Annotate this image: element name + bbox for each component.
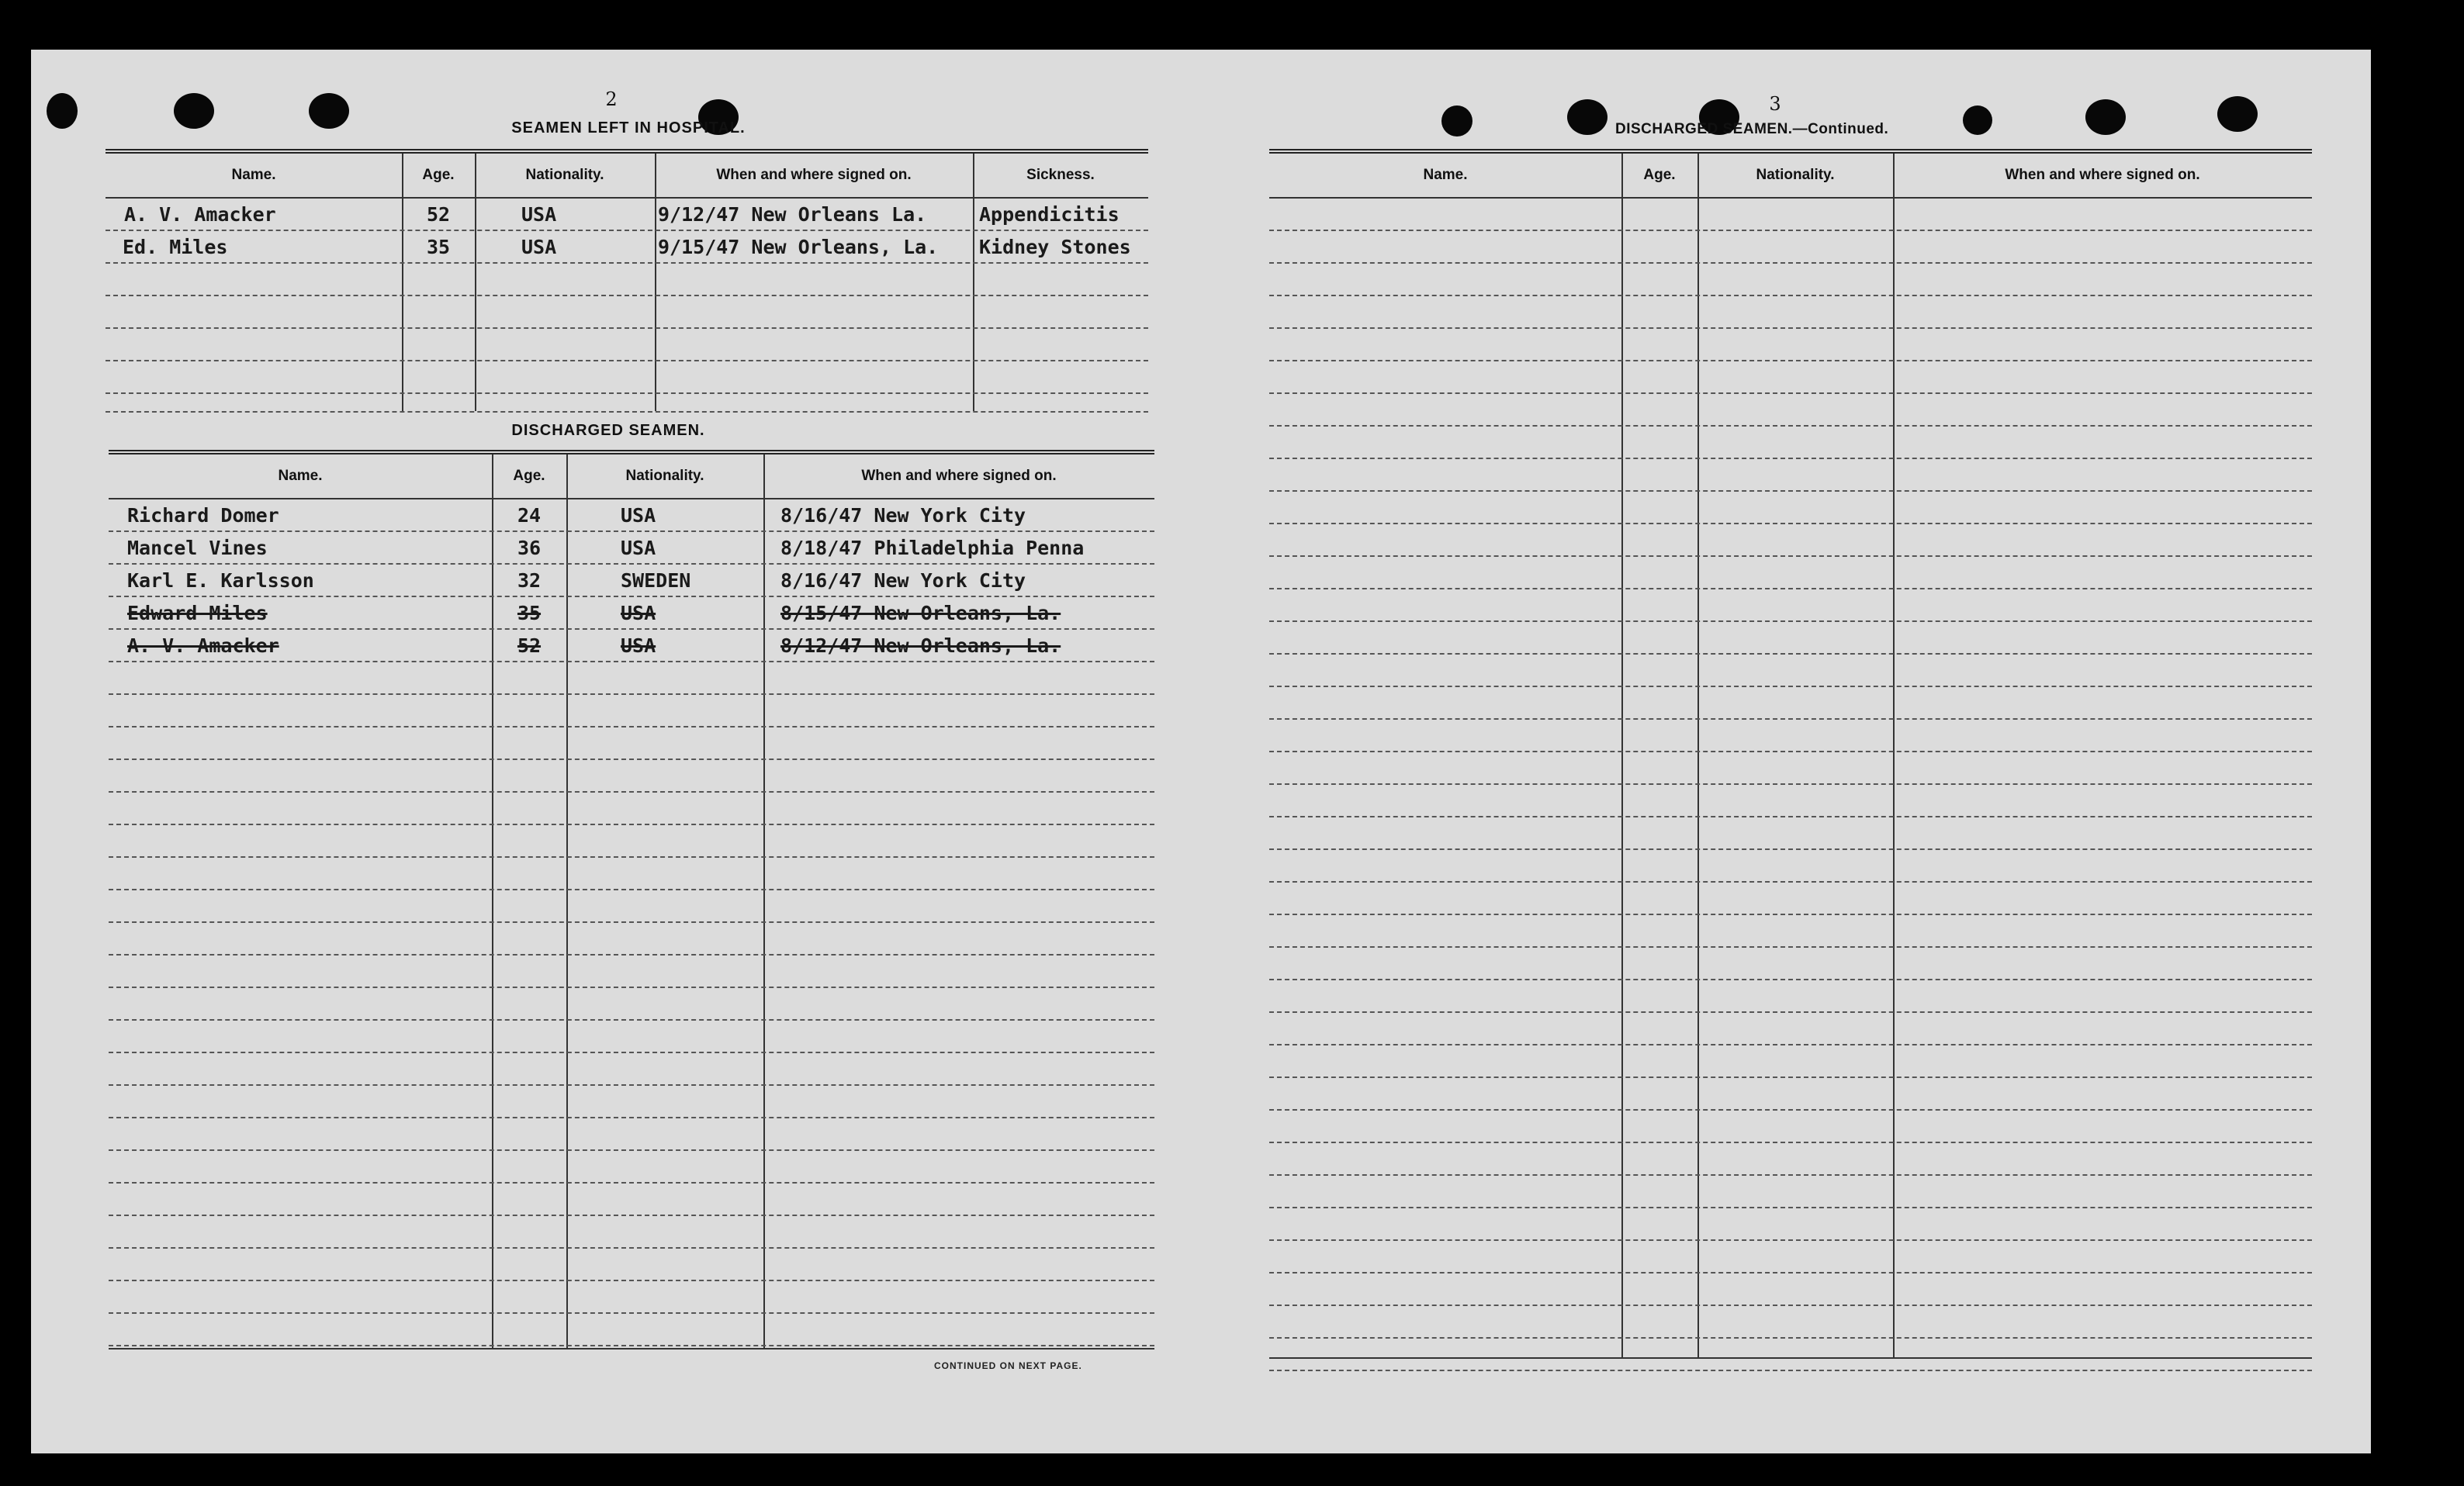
table-row xyxy=(1269,264,2312,296)
table-row xyxy=(106,199,1148,231)
header-nationality: Nationality. xyxy=(625,468,704,484)
table-row xyxy=(1269,655,2312,687)
seaman-signed-on: 8/15/47 New Orleans, La. xyxy=(780,602,1061,624)
table-row xyxy=(1269,394,2312,427)
table-row xyxy=(1269,752,2312,785)
table-row xyxy=(1269,622,2312,655)
seaman-name: Ed. Miles xyxy=(123,236,228,258)
seaman-name: Richard Domer xyxy=(127,504,279,527)
seaman-name: Karl E. Karlsson xyxy=(127,569,314,592)
table-row xyxy=(1269,1078,2312,1111)
table-row xyxy=(109,793,1154,825)
table-row xyxy=(1269,1176,2312,1208)
seaman-age: 52 xyxy=(426,203,451,226)
table-row xyxy=(109,1151,1154,1184)
table-row xyxy=(1269,948,2312,980)
table-row xyxy=(109,956,1154,988)
punch-hole xyxy=(2085,99,2126,135)
table-row xyxy=(1269,1306,2312,1339)
table-row xyxy=(1269,296,2312,329)
table-row xyxy=(109,565,1154,597)
table-row xyxy=(1269,231,2312,264)
punch-hole xyxy=(2217,96,2258,132)
table-row xyxy=(1269,883,2312,915)
seaman-name: Edward Miles xyxy=(127,602,268,624)
table-row xyxy=(106,329,1148,361)
table-row xyxy=(106,264,1148,296)
seaman-age: 24 xyxy=(517,504,542,527)
seaman-name: Mancel Vines xyxy=(127,537,268,559)
table-row xyxy=(1269,459,2312,492)
table-row xyxy=(109,923,1154,956)
seaman-signed-on: 9/12/47 New Orleans La. xyxy=(658,203,927,226)
table-row xyxy=(109,858,1154,890)
punch-hole xyxy=(1441,105,1473,137)
table-row xyxy=(109,695,1154,727)
table-row xyxy=(109,890,1154,923)
seaman-age: 36 xyxy=(517,537,542,559)
punch-hole xyxy=(309,93,349,129)
table-row xyxy=(109,597,1154,630)
hospital-rows xyxy=(106,199,1148,427)
table-row xyxy=(109,1021,1154,1053)
seaman-nationality: USA xyxy=(521,203,557,226)
table-row xyxy=(1269,427,2312,459)
table-row xyxy=(109,1053,1154,1086)
seaman-nationality: USA xyxy=(621,504,656,527)
header-name: Name. xyxy=(231,167,276,183)
table-row xyxy=(1269,1339,2312,1371)
table-row xyxy=(1269,199,2312,231)
table-row xyxy=(1269,589,2312,622)
header-signed-on: When and where signed on. xyxy=(716,167,912,183)
punch-hole xyxy=(174,93,214,129)
hospital-table-header xyxy=(106,154,1148,199)
header-age: Age. xyxy=(513,468,545,484)
continued-rows xyxy=(1269,199,2312,1371)
table-row xyxy=(1269,1208,2312,1241)
table-row xyxy=(109,1086,1154,1118)
header-signed-on: When and where signed on. xyxy=(2005,167,2200,183)
seaman-nationality: USA xyxy=(521,236,557,258)
continued-table-header xyxy=(1269,154,2312,199)
continued-footer: CONTINUED ON NEXT PAGE. xyxy=(934,1360,1082,1371)
document-sheet xyxy=(31,50,2371,1453)
table-row xyxy=(109,1216,1154,1249)
table-row xyxy=(106,231,1148,264)
header-signed-on: When and where signed on. xyxy=(861,468,1057,484)
seaman-age: 35 xyxy=(517,602,542,624)
header-sickness: Sickness. xyxy=(1026,167,1095,183)
table-row xyxy=(1269,1111,2312,1143)
seaman-signed-on: 9/15/47 New Orleans, La. xyxy=(658,236,939,258)
table-row xyxy=(109,1249,1154,1281)
table-row xyxy=(1269,1045,2312,1078)
table-row xyxy=(1269,1013,2312,1045)
seaman-signed-on: 8/16/47 New York City xyxy=(780,504,1026,527)
hospital-table xyxy=(106,149,1148,413)
discharged-table-header xyxy=(109,454,1154,499)
seaman-age: 32 xyxy=(517,569,542,592)
table-row xyxy=(109,532,1154,565)
table-row xyxy=(1269,687,2312,720)
table-row xyxy=(106,296,1148,329)
table-row xyxy=(1269,1273,2312,1306)
left-page-number: 2 xyxy=(605,88,618,110)
discharged-table xyxy=(109,450,1154,1349)
table-row xyxy=(109,499,1154,532)
table-row xyxy=(106,361,1148,394)
seaman-nationality: SWEDEN xyxy=(621,569,691,592)
table-row xyxy=(1269,720,2312,752)
table-row xyxy=(1269,1241,2312,1273)
table-row xyxy=(109,662,1154,695)
punch-hole xyxy=(1567,99,1607,135)
table-row xyxy=(1269,850,2312,883)
table-row xyxy=(1269,915,2312,948)
table-row xyxy=(109,1184,1154,1216)
seaman-age: 35 xyxy=(426,236,451,258)
table-row xyxy=(1269,557,2312,589)
table-row xyxy=(1269,361,2312,394)
header-name: Name. xyxy=(278,468,323,484)
table-row xyxy=(109,1118,1154,1151)
header-age: Age. xyxy=(1643,167,1676,183)
punch-hole xyxy=(1963,105,1992,135)
header-name: Name. xyxy=(1423,167,1468,183)
table-row xyxy=(109,988,1154,1021)
header-age: Age. xyxy=(422,167,455,183)
header-nationality: Nationality. xyxy=(1756,167,1835,183)
seaman-sickness: Kidney Stones xyxy=(979,236,1131,258)
seaman-name: A. V. Amacker xyxy=(124,203,276,226)
seaman-nationality: USA xyxy=(621,634,656,657)
header-nationality: Nationality. xyxy=(525,167,604,183)
table-row xyxy=(1269,980,2312,1013)
seaman-signed-on: 8/12/47 New Orleans, La. xyxy=(780,634,1061,657)
table-row xyxy=(109,825,1154,858)
table-row xyxy=(1269,329,2312,361)
discharged-section-title: DISCHARGED SEAMEN. xyxy=(511,422,705,439)
table-row xyxy=(1269,785,2312,817)
discharged-continued-table xyxy=(1269,149,2312,1359)
table-row xyxy=(109,630,1154,662)
table-row xyxy=(109,727,1154,760)
right-page-number: 3 xyxy=(1769,93,1781,115)
seaman-signed-on: 8/18/47 Philadelphia Penna xyxy=(780,537,1085,559)
seaman-nationality: USA xyxy=(621,537,656,559)
table-row xyxy=(1269,524,2312,557)
hospital-section-title: SEAMEN LEFT IN HOSPITAL. xyxy=(511,119,746,137)
table-row xyxy=(109,1281,1154,1314)
seaman-sickness: Appendicitis xyxy=(979,203,1120,226)
seaman-name: A. V. Amacker xyxy=(127,634,279,657)
seaman-age: 52 xyxy=(517,634,542,657)
seaman-signed-on: 8/16/47 New York City xyxy=(780,569,1026,592)
table-row xyxy=(1269,817,2312,850)
discharged-rows xyxy=(109,499,1154,1346)
table-row xyxy=(1269,492,2312,524)
seaman-nationality: USA xyxy=(621,602,656,624)
punch-hole xyxy=(47,93,78,129)
table-row xyxy=(1269,1143,2312,1176)
right-page-title: DISCHARGED SEAMEN.—Continued. xyxy=(1615,121,1889,137)
table-row xyxy=(109,1314,1154,1346)
table-row xyxy=(109,760,1154,793)
